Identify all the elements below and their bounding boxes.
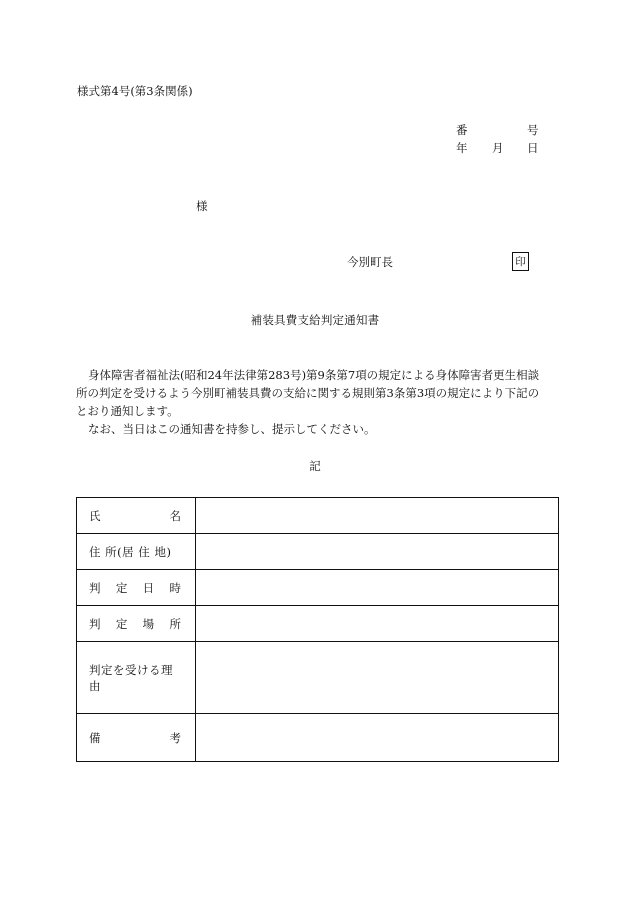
row-label-char: 考 xyxy=(169,730,181,745)
row-label xyxy=(77,534,196,570)
row-label-char: 場 xyxy=(142,616,155,631)
body-line: 所の判定を受けるよう今別町補装具費の支給に関する規則第3条第3項の規定により下記の xyxy=(76,386,540,400)
number-label-ban: 番 xyxy=(456,123,468,137)
row-label-char: 判 xyxy=(89,616,101,631)
table-row-name xyxy=(77,498,559,534)
table-row-judgment-reason xyxy=(77,642,559,714)
body-note-line: なお、当日はこの通知書を持参し、提示してください。 xyxy=(88,422,376,436)
issuer-name: 今別町長 xyxy=(347,255,393,269)
body-line: 身体障害者福祉法(昭和24年法律第283号)第9条第7項の規定による身体障害者更生相談 xyxy=(88,368,540,382)
row-label xyxy=(77,606,196,642)
row-label-char: 時 xyxy=(169,580,181,595)
row-label xyxy=(77,570,196,606)
document-title: 補装具費支給判定通知書 xyxy=(250,313,380,327)
row-label-char: 日 xyxy=(142,580,155,595)
judgment-place-value-field[interactable] xyxy=(196,606,559,642)
seal-mark-char: 印 xyxy=(515,255,526,268)
row-label-char: 所 xyxy=(169,616,181,631)
row-label-text: 住 所(居 住 地) xyxy=(89,544,172,559)
row-label xyxy=(77,714,196,762)
row-label-char: 定 xyxy=(115,580,128,595)
table-row-judgment-datetime xyxy=(77,570,559,606)
ki-label: 記 xyxy=(309,459,321,473)
table-row-remarks xyxy=(77,714,559,762)
row-label xyxy=(77,642,196,714)
date-label-month: 月 xyxy=(492,141,504,155)
row-label-char: 氏 xyxy=(89,508,101,523)
row-label xyxy=(77,498,196,534)
row-label-char: 備 xyxy=(89,730,101,745)
body-text xyxy=(76,366,556,438)
addressee-honorific: 様 xyxy=(196,199,208,213)
name-value-field[interactable] xyxy=(196,498,559,534)
row-label-char: 定 xyxy=(115,616,128,631)
seal-mark xyxy=(512,252,529,271)
row-label-text: 判定を受ける理由 xyxy=(89,662,173,693)
table-row-address xyxy=(77,534,559,570)
form-number: 様式第4号(第3条関係) xyxy=(77,84,193,98)
body-paragraph xyxy=(76,366,556,420)
info-table xyxy=(76,497,559,762)
row-label-char: 判 xyxy=(89,580,101,595)
body-line: とおり通知します。 xyxy=(76,404,179,418)
address-value-field[interactable] xyxy=(196,534,559,570)
number-label-go: 号 xyxy=(527,123,539,137)
judgment-reason-value-field[interactable] xyxy=(196,642,559,714)
table-row-judgment-place xyxy=(77,606,559,642)
body-note xyxy=(76,420,556,438)
judgment-datetime-value-field[interactable] xyxy=(196,570,559,606)
date-label-year: 年 xyxy=(456,141,468,155)
date-label-day: 日 xyxy=(527,141,539,155)
row-label-char: 名 xyxy=(169,508,181,523)
remarks-value-field[interactable] xyxy=(196,714,559,762)
